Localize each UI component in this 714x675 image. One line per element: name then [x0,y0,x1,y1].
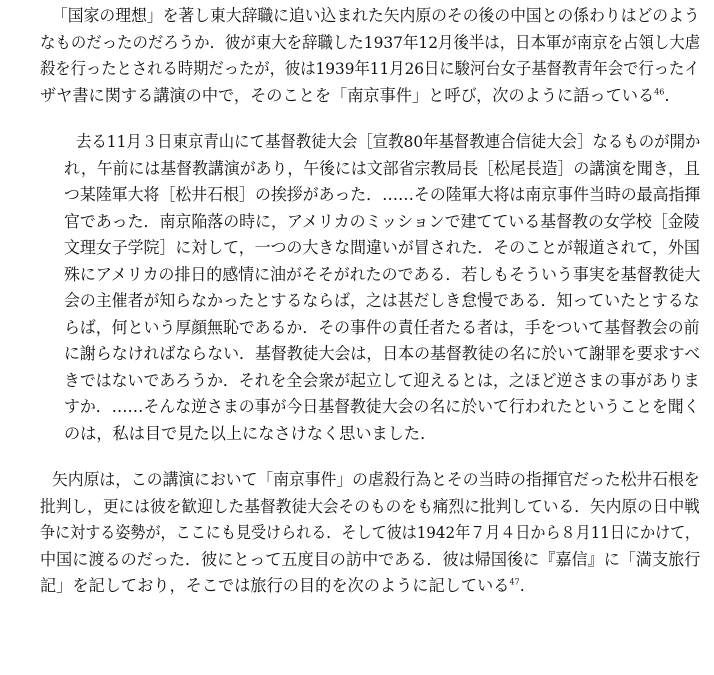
quote-line-5: 文理女子学院］に対して，一つの大きな間違いが冒された．そのことが報道されて，外国 [64,238,700,257]
after-line-5-text: 記」を記しており，そこでは旅行の目的を次のように記している [40,576,510,595]
footnote-ref-47[interactable]: 47 [509,577,520,587]
intro-line-2: なものだったのだろうか．彼が東大を辞職した1937年12月後半は，日本軍が南京を占領し大虐 [40,32,701,52]
quote-line-3: つ某陸軍大将［松井石根］の挨拶があった．……その陸軍大将は南京事件当時の最高指揮 [64,185,701,204]
after-line-1: 矢内原は，この講演において「南京事件」の虐殺行為とその当時の指揮官だった松井石根を [52,470,700,489]
quote-line-9: に謝らなければならない．基督教徒大会は，日本の基督教徒の名に於いて謝罪を要求すべ [64,344,701,363]
quote-line-4: 官であった．南京陥落の時に，アメリカのミッションで建てている基督教の女学校［金陵 [64,211,700,231]
quote-line-12: のは，私は目で見た以上になさけなく思いました． [64,423,437,443]
quote-line-1: 去る11月３日東京青山にて基督教徒大会［宣教80年基督教連合信徒大会］なるものが開か [76,132,701,151]
intro-line-4 [40,86,670,106]
quote-line-11: すか．……そんな逆さまの事が今日基督教徒大会の名に於いて行われたということを聞く [64,397,700,416]
quote-line-2: れ，午前には基督教講演があり，午後には文部省宗教局長［松尾長造］の講演を聞き，且 [64,158,700,178]
intro-line-4-text: ザヤ書に関する講演の中で，そのことを「南京事件」と呼び，次のように語っている [40,85,655,105]
after-line-5-end: . [519,576,525,595]
footnote-ref-46[interactable]: 46 [654,87,665,97]
after-line-3: 争に対する姿勢が，ここにも見受けられる．そして彼は1942年７月４日から８月11日にかけて， [40,523,700,542]
intro-line-3: 殺を行ったとされる時期だったが，彼は1939年11月26日に駿河台女子基督教青年会で行ったイ [40,59,700,78]
after-line-2: 批判し，更には彼を歓迎した基督教徒大会そのものをも痛烈に批判している．矢内原の日中戦 [40,496,700,516]
quote-line-6: 殊にアメリカの排日的感情に油がそそがれたのである．若しもそういう事実を基督教徒大 [64,264,701,284]
quote-line-7: 会の主催者が知らなかったとするならば，之は甚だしき怠慢である．知っていたとするな [64,291,700,310]
after-line-4: 中国に渡るのだった．彼にとって五度目の訪中である．彼は帰国後に『嘉信』に「満支旅行 [40,549,701,569]
quote-line-10: きではないであろうか．それを全会衆が起立して迎えるとは，之ほど逆さまの事がありま [64,370,700,390]
intro-line-1: 「国家の理想」を著し東大辞職に追い込まれた矢内原のその後の中国との係わりはどのよう [52,6,700,25]
intro-line-4-end: . [664,85,670,105]
after-line-5 [40,576,525,596]
quote-line-8: らば，何という厚顔無恥であるか．その事件の責任者たる者は，手をついて基督教会の前 [64,317,700,337]
